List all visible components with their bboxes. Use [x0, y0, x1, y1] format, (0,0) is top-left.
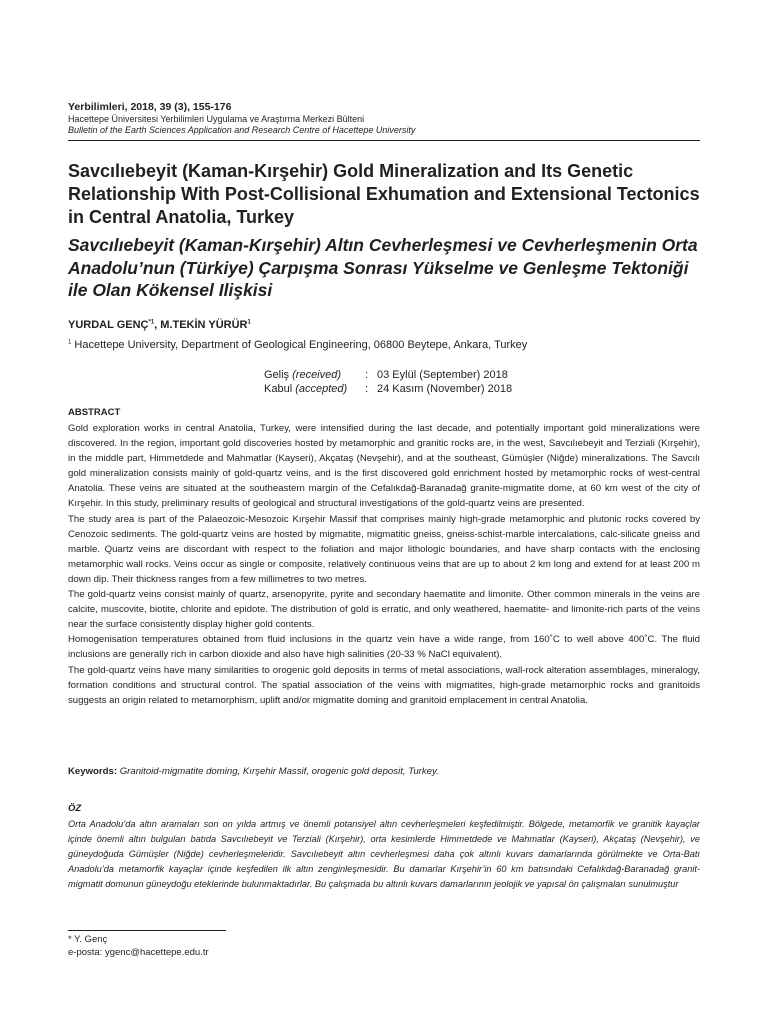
corresponding-author: * Y. Genç [68, 934, 108, 945]
author-mark: 1 [247, 319, 251, 326]
article-page [68, 0, 700, 1024]
journal-name-en: Bulletin of the Earth Sciences Application and Research Centre of Hacettepe University [68, 125, 416, 135]
oz-heading: ÖZ [68, 803, 82, 814]
author-separator: , [154, 319, 161, 331]
received-label-tr: Geliş [264, 369, 293, 381]
author-email: e-posta: ygenc@hacettepe.edu.tr [68, 946, 209, 958]
author-list [68, 319, 251, 331]
author-mark: *1 [148, 319, 155, 326]
affiliation-mark: 1 [68, 339, 72, 346]
keywords-label: Keywords: [68, 766, 118, 777]
article-title-tr: Savcılıebeyit (Kaman-Kırşehir) Altın Cevherleşmesi ve Cevherleşmenin Orta Anadolu’nun (Türkiye) Çarpışma Sonrası Yükselme ve Genleşme Tektoniği ile Olan Kökensel Ilişkisi [68, 235, 698, 300]
accepted-label [264, 382, 365, 396]
colon: : [365, 383, 369, 395]
abstract-paragraph: Gold exploration works in central Anatolia, Turkey, were intensified during the last decade, and potentially important gold mineralizations were discovered. In the region, important gold discoveries hosted by metamorphic and granitic rocks are, in the west, Savcılıebeyit and Terziali (Kırşehir), in the middle part, Himmetdede and Mahmatlar (Kayseri), Akçataş (Nevşehir), and at the southeast, Gümüşler (Niğde) mineralizations. The Savcılı gold mineralization consists mainly of gold-quartz veins, and is the first discovered gold enrichment hosted by metamorphic rocks of west-central Anatolia. These veins are situated at the southeastern margin of the Cefalıkdağ-Baranadağ granite-migmatite dome, at 60 km west of the city of Kırşehir. In this study, preliminary results of geological and structural investigations of the gold-quartz veins are presented. [68, 423, 700, 510]
footnote-divider [68, 930, 226, 931]
abstract-body [68, 421, 700, 708]
colon: : [365, 369, 369, 381]
journal-header [68, 101, 415, 136]
oz-body: Orta Anadolu’da altın aramaları son on yılda artmış ve önemli potansiyel altın cevherleşmeleri keşfedilmiştir. Bölgede, metamorfik ve granitik kayaçlar içinde önemli altın bulguları batıda Savcılıebeyit ve Terziali (Kırşehir), orta kesimlerde Himmetdede ve Mahmatlar (Kayseri), Akçataş (Nevşehir), ve güneydoğuda Gümüşler (Niğde) cevherleşmeleridir. Savcılıebeyit altın cevherleşmesi daha çok altınlı kuvars damarlarında görülmekte ve Orta-Batı Anadolu’da metamorfik kayaçlar içinde keşfedilen ilk altın zenginleşmesidir. Bu damarlar Kırşehir’in 60 km batısındaki Cefalıkdağ-Baranadağ granit-migmatit domunun güneydoğu eteklerinde bulunmaktadırlar. Bu çalışmada bu altınlı kuvars damarlarının jeolojik ve yapısal ön çalışmaları sunulmuştur [68, 819, 700, 890]
accepted-label-tr: Kabul [264, 383, 296, 395]
accepted-label-en: (accepted) [295, 383, 348, 395]
journal-citation: Yerbilimleri, 2018, 39 (3), 155-176 [68, 101, 232, 113]
abstract-paragraph: The study area is part of the Palaeozoic-Mesozoic Kırşehir Massif that comprises mainly high-grade metamorphic and plutonic rocks covered by Cenozoic sediments. The gold-quartz veins are hosted by migmatite, migmatitic gneiss, gneiss-schist-marble intercalations, calc-silicate gneiss and marble. Quartz veins are discordant with respect to the foliation and major lithologic boundaries, and have sharp contacts with the enclosing metamorphic wall rocks. Veins occur as single or composite, relatively continuous veins that are up to about 2 km long and extend for at least 200 m down dip. Their thickness ranges from a few millimetres to two metres. [68, 513, 700, 585]
keywords-text: Granitoid-migmatite doming, Kırşehir Massif, orogenic gold deposit, Turkey. [119, 766, 439, 777]
footnote [68, 934, 209, 959]
keywords [68, 765, 439, 779]
received-label [264, 368, 365, 382]
accepted-date: 24 Kasım (November) 2018 [377, 383, 513, 395]
submission-dates [264, 368, 512, 396]
abstract-heading: ABSTRACT [68, 407, 121, 418]
received-date: 03 Eylül (September) 2018 [377, 369, 508, 381]
abstract-paragraph: The gold-quartz veins consist mainly of quartz, arsenopyrite, pyrite and secondary haematite and limonite. Other common minerals in the veins are calcite, muscovite, biotite, chlorite and epidote. The distribution of gold is erratic, and only weathered, haematite- and limonite-rich parts of the veins near the surface consistently display higher gold contents. [68, 589, 700, 631]
accepted-row [264, 382, 512, 396]
author-name: YURDAL GENÇ [68, 319, 149, 331]
affiliation-text: Hacettepe University, Department of Geological Engineering, 06800 Beytepe, Ankara, Turkey [74, 339, 528, 351]
abstract-paragraph: Homogenisation temperatures obtained from fluid inclusions in the quartz vein have a wide range, from 160˚C to well above 400˚C. The fluid inclusions are generally rich in carbon dioxide and also have high salinities (20-33 % NaCl equivalent). [68, 634, 700, 661]
abstract-paragraph: The gold-quartz veins have many similarities to orogenic gold deposits in terms of metal associations, wall-rock alteration assemblages, mineralogy, formation conditions and structural control. The spatial association of the veins with migmatites, high-grade metamorphic rocks and granitoids suggests an origin related to metamorphism, uplift and/or migmatite doming and granitoid emplacement in central Anatolia. [68, 664, 700, 706]
received-row [264, 368, 512, 382]
author-name: M.TEKİN YÜRÜR [160, 319, 248, 331]
header-divider [68, 140, 700, 141]
affiliation [68, 339, 527, 351]
journal-name-tr: Hacettepe Üniversitesi Yerbilimleri Uygulama ve Araştırma Merkezi Bülteni [68, 114, 365, 124]
article-title-en: Savcılıebeyit (Kaman-Kırşehir) Gold Mineralization and Its Genetic Relationship With Post-Collisional Exhumation and Extensional Tectonics in Central Anatolia, Turkey [68, 161, 700, 227]
received-label-en: (received) [292, 369, 342, 381]
